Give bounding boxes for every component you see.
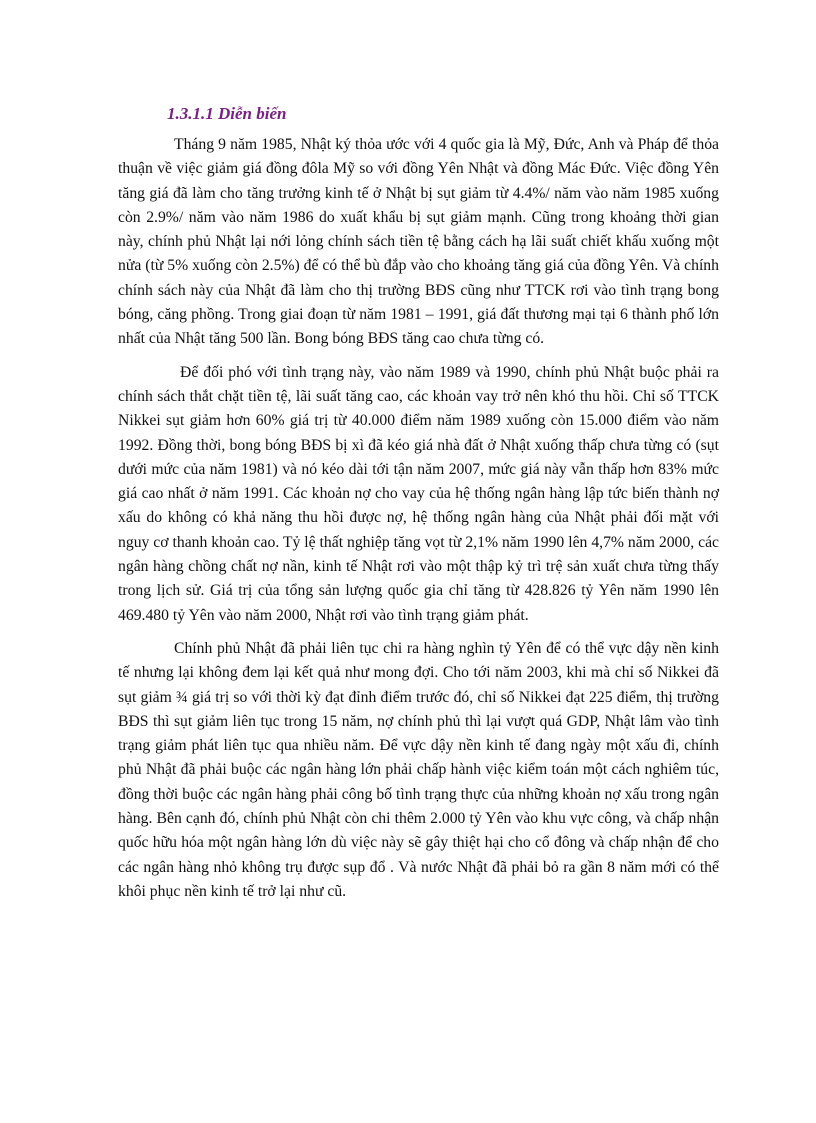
paragraph-1: Tháng 9 năm 1985, Nhật ký thỏa ước với 4 quốc gia là Mỹ, Đức, Anh và Pháp để thỏa thuận về việc giảm giá đồng đôla Mỹ so với đồng Yên Nhật và đồng Mác Đức. Việc đồng Yên tăng giá đã làm cho tăng trưởng kinh tế ở Nhật bị sụt giảm từ 4.4%/ năm vào năm 1985 xuống còn 2.9%/ năm vào năm 1986 do xuất khẩu bị sụt giảm mạnh. Cũng trong khoảng thời gian này, chính phủ Nhật lại nới lỏng chính sách tiền tệ bằng cách hạ lãi suất chiết khấu xuống một nửa (từ 5% xuống còn 2.5%) để có thể bù đắp vào cho khoảng tăng giá của đồng Yên. Và chính chính sách này của Nhật đã làm cho thị trường BĐS cũng như TTCK rơi vào tình trạng bong bóng, căng phồng. Trong giai đoạn từ năm 1981 – 1991, giá đất thương mại tại 6 thành phố lớn nhất của Nhật tăng 500 lần. Bong bóng BĐS tăng cao chưa từng có. [118,136,719,348]
section-heading: 1.3.1.1 Diễn biến [167,104,287,123]
paragraph-3: Chính phủ Nhật đã phải liên tục chi ra hàng nghìn tỷ Yên để có thể vực dậy nền kinh tế nhưng lại không đem lại kết quả như mong đợi. Cho tới năm 2003, khi mà chỉ số Nikkei đã sụt giảm ¾ giá trị so với thời kỳ đạt đỉnh điểm trước đó, chỉ số Nikkei đạt 225 điểm, thị trường BĐS thì sụt giảm liên tục trong 15 năm, nợ chính phủ thì lại vượt quá GDP, Nhật lâm vào tình trạng giảm phát liên tục qua nhiều năm. Để vực dậy nền kinh tế đang ngày một xấu đi, chính phủ Nhật đã phải buộc các ngân hàng lớn phải chấp hành việc kiểm toán một cách nghiêm túc, đồng thời buộc các ngân hàng phải công bố tình trạng thực của những khoản nợ xấu trong ngân hàng. Bên cạnh đó, chính phủ Nhật còn chi thêm 2.000 tỷ Yên vào khu vực công, và chấp nhận quốc hữu hóa một ngân hàng lớn dù việc này sẽ gây thiệt hại cho cổ đông và chấp nhận để cho các ngân hàng nhỏ không trụ được sụp đổ . Và nước Nhật đã phải bỏ ra gần 8 năm mới có thể khôi phục nền kinh tế trở lại như cũ. [118,639,719,900]
document-body [118,100,719,913]
paragraph-2: Để đối phó với tình trạng này, vào năm 1989 và 1990, chính phủ Nhật buộc phải ra chính sách thắt chặt tiền tệ, lãi suất tăng cao, các khoản vay trở nên khó thu hồi. Chỉ số TTCK Nikkei sụt giảm hơn 60% giá trị từ 40.000 điểm năm 1989 xuống còn 15.000 điểm vào năm 1992. Đồng thời, bong bóng BĐS bị xì đã kéo giá nhà đất ở Nhật xuống thấp chưa từng có (sụt dưới mức của năm 1981) và nó kéo dài tới tận năm 2007, mức giá này vẫn thấp hơn 83% mức giá cao nhất ở năm 1991. Các khoản nợ cho vay của hệ thống ngân hàng lập tức biến thành nợ xấu do không có khả năng thu hồi được nợ, hệ thống ngân hàng của Nhật phải đối mặt với nguy cơ thanh khoản cao. Tỷ lệ thất nghiệp tăng vọt từ 2,1% năm 1990 lên 4,7% năm 2000, các ngân hàng chồng chất nợ nần, kinh tế Nhật rơi vào một thập kỷ trì trệ sản xuất chưa từng thấy trong lịch sử. Giá trị của tổng sản lượng quốc gia chỉ tăng từ 428.826 tỷ Yên năm 1990 lên 469.480 tỷ Yên vào năm 2000, Nhật rơi vào tình trạng giảm phát. [118,363,719,624]
